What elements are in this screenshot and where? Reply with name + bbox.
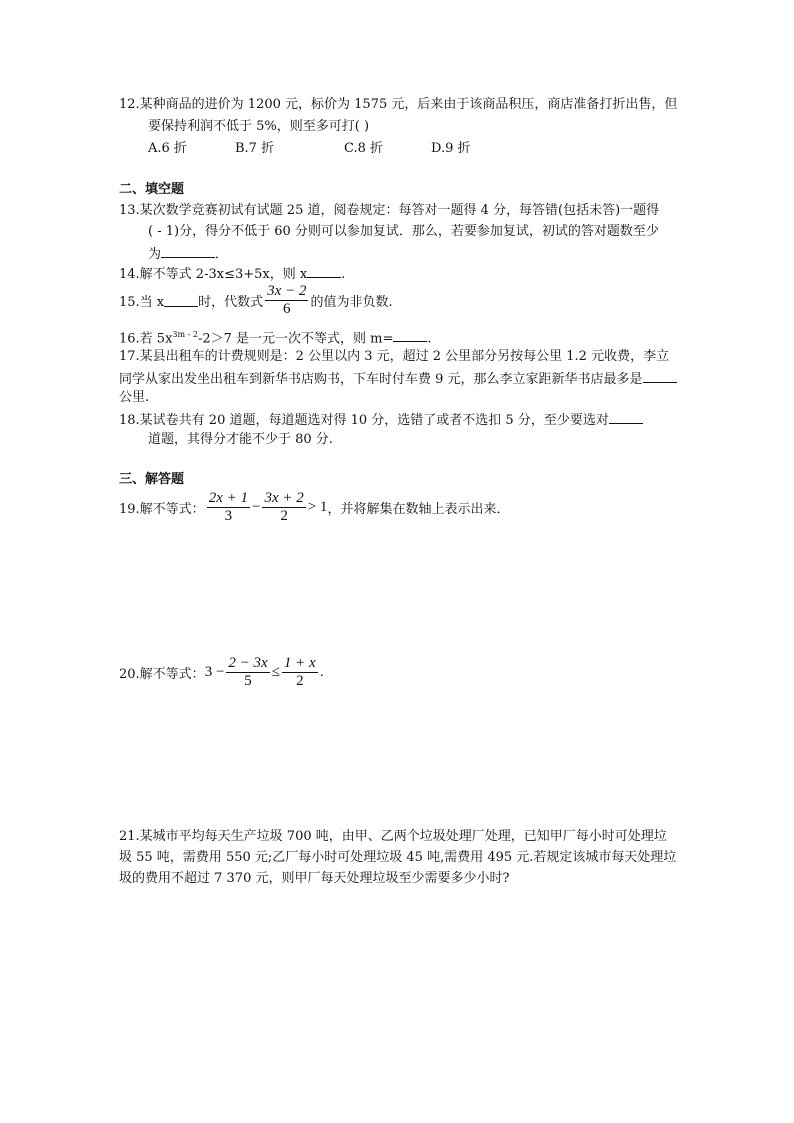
q13-line1: 13.某次数学竞赛初试有试题 25 道，阅卷规定：每答对一题得 4 分，每答错(包括未答)一题得 [119, 203, 660, 218]
q20-line [119, 655, 324, 690]
q12-line2: 要保持利润不低于 5%，则至多可打( ) [148, 119, 370, 134]
q16-exponent: 3m - 2 [172, 330, 198, 339]
section-solve-title: 三、解答题 [119, 472, 185, 487]
q20-pre: 20.解不等式： [119, 667, 205, 682]
q20-f2-denominator: 2 [296, 673, 304, 689]
q20-post: . [319, 665, 324, 680]
q19-f2-numerator: 3x + 2 [264, 490, 304, 506]
q20-fraction-2 [282, 655, 318, 690]
q18-line1 [119, 411, 643, 429]
option-a: A.6 折 [148, 141, 187, 156]
q15-pre: 15.当 x [119, 295, 165, 310]
q17-answer-blank[interactable] [643, 370, 677, 383]
q13-line3-post: ． [215, 247, 229, 262]
q20-f1-numerator: 2 − 3x [228, 655, 268, 671]
q19-f1-numerator: 2x + 1 [208, 490, 248, 506]
q20-fraction-1 [226, 655, 269, 690]
q19-fraction-2 [262, 490, 305, 525]
q19-f2-denominator: 2 [280, 508, 288, 524]
q13-answer-blank[interactable] [161, 245, 215, 258]
q14-text: 14.解不等式 2-3x≤3+5x，则 x [119, 267, 308, 282]
q14-line [119, 265, 345, 283]
q15-line [119, 283, 393, 318]
q16-answer-blank[interactable] [393, 329, 427, 342]
q13-line3 [148, 245, 228, 263]
q19-minus: − [251, 499, 261, 515]
q17-line2-text: 同学从家出发坐出租车到新华书店购书，下车时付车费 9 元，那么李立家距新华书店最多是 [119, 372, 643, 387]
q19-post: ，并将解集在数轴上表示出来． [327, 502, 510, 517]
q15-mid: 时，代数式 [198, 295, 264, 310]
q16-pre: 16.若 5x [119, 331, 173, 347]
q15-answer-blank[interactable] [164, 294, 198, 307]
q12-options [148, 141, 471, 157]
option-b: B.7 折 [235, 141, 275, 156]
section-fill-in-title: 二、填空题 [119, 182, 185, 197]
q19-f1-denominator: 3 [224, 508, 233, 524]
q17-line1: 17.某县出租车的计费规则是：2 公里以内 3 元，超过 2 公里部分另按每公里 1.2 元收费，李立 [119, 349, 670, 364]
q20-lead: 3 − [204, 664, 225, 680]
q20-relation: ≤ [271, 664, 280, 680]
q12-line1: 12.某种商品的进价为 1200 元，标价为 1575 元，后来由于该商品积压，商店准备打折出售，但 [119, 97, 678, 112]
q20-f2-numerator: 1 + x [283, 655, 316, 671]
q15-fraction [265, 283, 308, 318]
q13-line2: ( - 1)分，得分不低于 60 分则可以参加复试．那么，若要参加复试，初试的答对题数至少 [148, 224, 659, 239]
q16-line [119, 327, 432, 347]
q15-denominator: 6 [283, 301, 291, 317]
q19-line [119, 490, 509, 525]
q19-fraction-1 [207, 490, 250, 525]
q19-relation: > 1 [307, 499, 328, 515]
q21-line1: 21.某城市平均每天生产垃圾 700 吨，由甲、乙两个垃圾处理厂处理，已知甲厂每小时可处理垃 [119, 829, 667, 844]
q17-line2 [119, 370, 677, 388]
q16-post: . [427, 331, 432, 347]
q20-f1-denominator: 5 [244, 673, 252, 689]
q15-post: 的值为非负数. [310, 295, 393, 310]
q14-post: . [341, 267, 346, 282]
q15-numerator: 3x − 2 [267, 283, 307, 299]
q18-line2: 道题，其得分才能不少于 80 分. [148, 432, 333, 447]
q13-line3-pre: 为 [148, 247, 162, 262]
q17-line3: 公里. [119, 390, 150, 405]
q21-line2: 圾 55 吨，需费用 550 元;乙厂每小时可处理垃圾 45 吨,需费用 495 元.若规定该城市每天处理垃 [119, 850, 677, 865]
q19-pre: 19.解不等式： [119, 502, 205, 517]
q18-answer-blank[interactable] [609, 411, 643, 424]
q18-line1-text: 18.某试卷共有 20 道题，每道题选对得 10 分，选错了或者不选扣 5 分，至少要选对 [119, 413, 609, 428]
option-c: C.8 折 [344, 141, 384, 156]
option-d: D.9 折 [431, 141, 471, 156]
q21-line3: 圾的费用不超过 7 370 元，则甲厂每天处理垃圾至少需要多少小时? [119, 871, 510, 886]
q16-mid: -2＞7 是一元一次不等式，则 m= [197, 331, 394, 347]
q14-answer-blank[interactable] [307, 265, 341, 278]
